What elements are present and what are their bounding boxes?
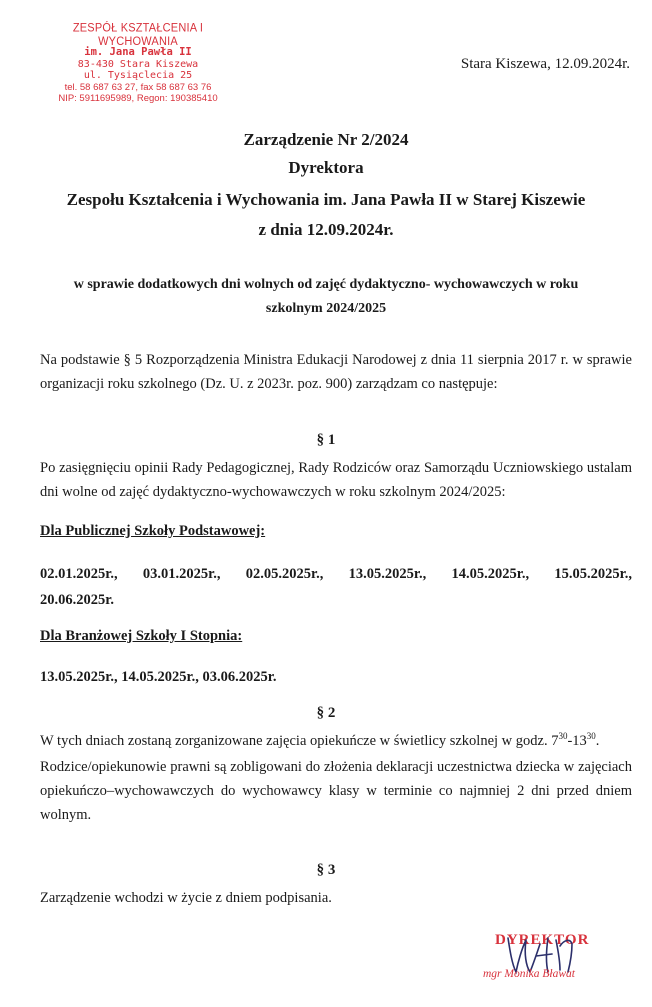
- stamp-line-3: 83-430 Stara Kiszewa: [77, 58, 199, 70]
- issuer-title: Dyrektora: [288, 158, 364, 177]
- vocational-school-dates: 13.05.2025r., 14.05.2025r., 03.06.2025r.: [40, 669, 277, 685]
- hour-separator: -13: [567, 733, 587, 749]
- signature-title-stamp: DYREKTOR: [495, 932, 590, 948]
- section-2-title: § 2: [316, 705, 336, 721]
- section-3-text: Zarządzenie wchodzi w życie z dniem podpisania.: [40, 890, 332, 906]
- hour-end-minutes: 30: [586, 731, 596, 742]
- date-item: 14.05.2025r.,: [451, 566, 530, 582]
- stamp-line-5: tel. 58 687 63 27, fax 58 687 63 76: [64, 81, 212, 93]
- section-2-text-1: W tych dniach zostaną zorganizowane zajęcia opiekuńcze w świetlicy szkolnej w godz. 7: [40, 733, 559, 749]
- date-item: 02.05.2025r.,: [245, 566, 324, 582]
- primary-school-dates: [40, 561, 632, 613]
- institution-name: Zespołu Kształcenia i Wychowania im. Jana Pawła II w Starej Kiszewie: [66, 190, 586, 209]
- document-date: Stara Kiszewa, 12.09.2024r.: [460, 56, 630, 72]
- section-2-text-2: Rodzice/opiekunowie prawni są zobligowani do złożenia deklaracji uczestnictwa dziecka w zajęciach opiekuńczo–wychowawczych do wychowawcy klasy w terminie co najmniej 2 dni przed dniem wolnym.: [40, 759, 632, 823]
- hour-end-punct: .: [595, 733, 600, 749]
- date-item: 02.01.2025r.,: [40, 566, 118, 582]
- intro-paragraph: Na podstawie § 5 Rozporządzenia Ministra Edukacji Narodowej z dnia 11 sierpnia 2017 r. w sprawie organizacji roku szkolnego (Dz. U. z 2023r. poz. 900) zarządzam co następuje:: [40, 352, 632, 392]
- date-item: 03.01.2025r.,: [142, 566, 221, 582]
- section-1-title: § 1: [316, 432, 336, 448]
- order-number: Zarządzenie Nr 2/2024: [243, 130, 409, 149]
- signature-name: mgr Monika Bławat: [483, 968, 575, 980]
- stamp-line-1: ZESPÓŁ KSZTAŁCENIA I WYCHOWANIA: [72, 21, 204, 48]
- stamp-line-4: ul. Tysiąclecia 25: [83, 70, 193, 81]
- date-item: 13.05.2025r.,: [348, 566, 427, 582]
- stamp-line-2: im. Jana Pawła II: [84, 46, 192, 58]
- subject: [40, 273, 612, 321]
- subject-line-1: w sprawie dodatkowych dni wolnych od zajęć dydaktyczno- wychowawczych w roku: [73, 277, 579, 292]
- date-item: 20.06.2025r.: [40, 592, 114, 608]
- date-item: 15.05.2025r.,: [554, 566, 632, 582]
- order-date: z dnia 12.09.2024r.: [258, 220, 394, 239]
- primary-school-heading: Dla Publicznej Szkoły Podstawowej:: [40, 523, 266, 539]
- section-2-hours-line: [40, 729, 632, 753]
- section-1-text: Po zasięgnięciu opinii Rady Pedagogicznej, Rady Rodziców oraz Samorządu Uczniowskiego ustalam dni wolne od zajęć dydaktyczno-wychowawczych w roku szkolnym 2024/2025:: [40, 460, 632, 500]
- vocational-school-heading: Dla Branżowej Szkoły I Stopnia:: [40, 628, 243, 644]
- section-3-title: § 3: [316, 862, 336, 878]
- hour-start-minutes: 30: [558, 731, 568, 742]
- school-stamp: [38, 21, 238, 105]
- subject-line-2: szkolnym 2024/2025: [265, 301, 387, 316]
- primary-dates-row: [40, 561, 632, 587]
- stamp-line-6: NIP: 5911695989, Regon: 190385410: [58, 93, 218, 104]
